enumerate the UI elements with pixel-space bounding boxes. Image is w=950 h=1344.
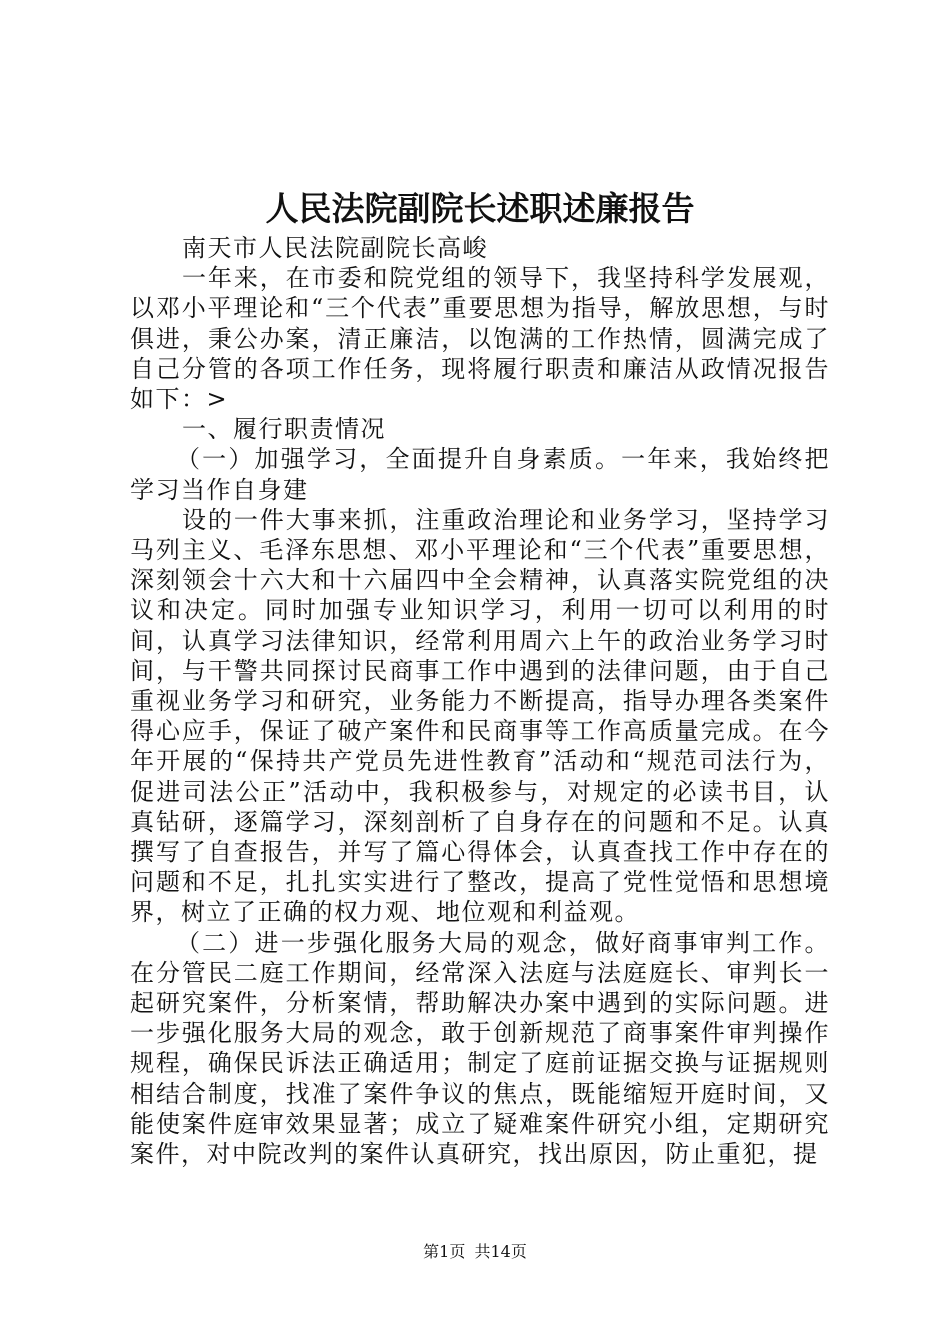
section-heading: 一、履行职责情况	[182, 415, 386, 444]
total-pages: 共14页	[474, 1242, 527, 1261]
page-number: 第1页	[423, 1242, 466, 1261]
subsection-paragraph-2: （二）进一步强化服务大局的观念，做好商事审判工作。在分管民二庭工作期间，经常深入法庭与法庭庭长、审判长一起研究案件，分析案情，帮助解决办案中遇到的实际问题。进一步强化服务大局的观念，敢于创新规范了商事案件审判操作规程，确保民诉法正确适用；制定了庭前证据交换与证据规则相结合制度，找准了案件争议的焦点，既能缩短开庭时间，又能使案件庭审效果显著；成立了疑难案件研究小组，定期研究案件，对中院改判的案件认真研究，找出原因，防止重犯，提	[130, 928, 830, 1169]
intro-paragraph: 一年来，在市委和院党组的领导下，我坚持科学发展观，以邓小平理论和“三个代表”重要思想为指导，解放思想，与时俱进，秉公办案，清正廉洁，以饱满的工作热情，圆满完成了自己分管的各项工作任务，现将履行职责和廉洁从政情况报告如下：>	[130, 264, 830, 414]
subsection-heading-1: （一）加强学习，全面提升自身素质。一年来，我始终把学习当作自身建	[130, 445, 830, 504]
document-title: 人民法院副院长述职述廉报告	[265, 189, 695, 228]
author-line: 南天市人民法院副院长高峻	[182, 234, 488, 262]
body-paragraph-1: 设的一件大事来抓，注重政治理论和业务学习，坚持学习马列主义、毛泽东思想、邓小平理论和“三个代表”重要思想，深刻领会十六大和十六届四中全会精神，认真落实院党组的决议和决定。同时加强专业知识学习，利用一切可以利用的时间，认真学习法律知识，经常利用周六上午的政治业务学习时间，与干警共同探讨民商事工作中遇到的法律问题，由于自己重视业务学习和研究，业务能力不断提高，指导办理各类案件得心应手，保证了破产案件和民商事等工作高质量完成。在今年开展的“保持共产党员先进性教育”活动和“规范司法行为，促进司法公正”活动中，我积极参与，对规定的必读书目，认真钻研，逐篇学习，深刻剖析了自身存在的问题和不足。认真撰写了自查报告，并写了篇心得体会，认真查找工作中存在的问题和不足，扎扎实实进行了整改，提高了党性觉悟和思想境界，树立了正确的权力观、地位观和利益观。	[130, 505, 830, 927]
page-footer	[0, 1240, 950, 1264]
document-body	[130, 233, 830, 1169]
